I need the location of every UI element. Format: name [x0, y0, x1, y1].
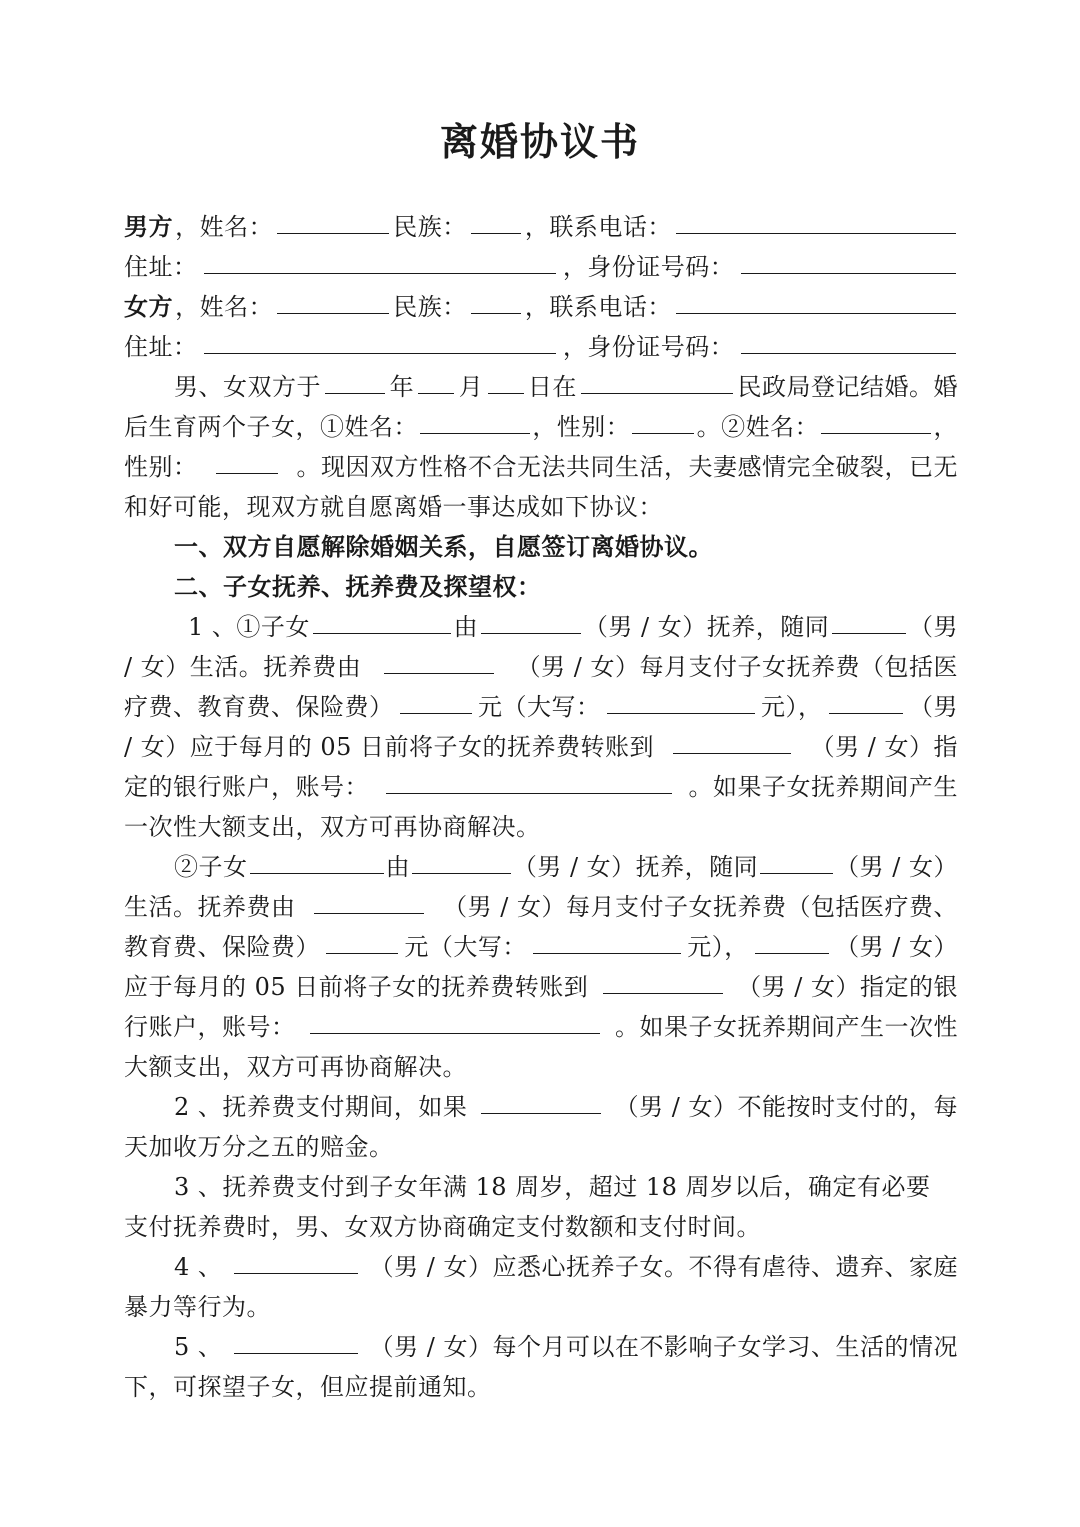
text-segment: ，身份证号码：	[562, 333, 735, 361]
fill-in-blank[interactable]	[418, 367, 454, 394]
text-line	[124, 287, 958, 327]
text-segment: 住址：	[124, 253, 198, 281]
text-segment: 元（大写：	[478, 693, 601, 721]
text-line	[124, 1047, 958, 1087]
text-segment: 男方	[124, 212, 173, 241]
text-line	[124, 927, 958, 967]
text-segment: 天加收万分之五的赔金。	[124, 1133, 394, 1161]
fill-in-blank[interactable]	[310, 1007, 600, 1034]
text-line	[124, 647, 958, 687]
text-line	[124, 607, 958, 647]
text-line	[124, 207, 958, 247]
text-segment: ，身份证号码：	[562, 253, 735, 281]
document-body	[124, 207, 958, 1407]
text-segment: 下，可探望子女，但应提前通知。	[124, 1373, 492, 1401]
text-segment: （男 / 女）	[835, 853, 958, 881]
fill-in-blank[interactable]	[277, 207, 389, 234]
text-segment: 住址：	[124, 333, 198, 361]
fill-in-blank[interactable]	[216, 447, 278, 474]
text-segment: 性别：	[124, 453, 198, 481]
fill-in-blank[interactable]	[412, 847, 511, 874]
text-line	[124, 247, 958, 287]
text-segment: 5 、	[174, 1333, 223, 1361]
fill-in-blank[interactable]	[250, 847, 384, 874]
text-segment: 年	[389, 373, 415, 401]
text-line	[124, 1007, 958, 1047]
text-line	[124, 567, 958, 607]
text-segment: （男 / 女）应悉心抚养子女。不得有虐待、遗弃、家庭	[369, 1253, 958, 1281]
text-segment: 一、双方自愿解除婚姻关系，自愿签订离婚协议。	[174, 532, 713, 561]
text-segment: 元（大写：	[404, 933, 527, 961]
fill-in-blank[interactable]	[533, 927, 681, 954]
fill-in-blank[interactable]	[204, 247, 556, 274]
text-segment: （男 / 女）抚养，随同	[583, 613, 830, 641]
text-segment: 1 、①子女	[188, 613, 310, 641]
fill-in-blank[interactable]	[673, 727, 791, 754]
text-segment: ，	[933, 413, 958, 441]
text-line	[124, 1247, 958, 1287]
text-segment: ，姓名：	[175, 213, 274, 241]
fill-in-blank[interactable]	[234, 1247, 358, 1274]
text-line	[124, 527, 958, 567]
text-segment: 支付抚养费时，男、女双方协商确定支付数额和支付时间。	[124, 1213, 761, 1241]
fill-in-blank[interactable]	[488, 367, 524, 394]
text-line	[124, 1087, 958, 1127]
text-segment: （男 / 女）抚养，随同	[512, 853, 759, 881]
text-segment: 教育费、保险费）	[124, 933, 320, 961]
text-line	[124, 327, 958, 367]
text-line	[124, 407, 958, 447]
text-segment: 民族：	[393, 293, 467, 321]
text-segment: 4 、	[174, 1253, 223, 1281]
fill-in-blank[interactable]	[829, 687, 903, 714]
fill-in-blank[interactable]	[676, 287, 956, 314]
text-segment: 疗费、教育费、保险费）	[124, 693, 394, 721]
text-line	[124, 687, 958, 727]
fill-in-blank[interactable]	[481, 607, 581, 634]
fill-in-blank[interactable]	[400, 687, 472, 714]
text-segment: 后生育两个子女，①姓名：	[124, 413, 418, 441]
text-segment: 2 、抚养费支付期间，如果	[174, 1093, 468, 1121]
text-segment: 大额支出，双方可再协商解决。	[124, 1053, 467, 1081]
text-line	[124, 807, 958, 847]
text-segment: 。现因双方性格不合无法共同生活，夫妻感情完全破裂，已无	[296, 453, 958, 481]
text-segment: 定的银行账户，账号：	[124, 773, 369, 801]
text-segment: / 女）应于每月的 05 日前将子女的抚养费转账到	[124, 733, 655, 761]
fill-in-blank[interactable]	[741, 327, 956, 354]
text-segment: 。②姓名：	[696, 413, 820, 441]
text-line	[124, 1327, 958, 1367]
text-segment: ，姓名：	[175, 293, 274, 321]
fill-in-blank[interactable]	[581, 367, 733, 394]
fill-in-blank[interactable]	[314, 887, 424, 914]
text-segment: 日在	[527, 373, 577, 401]
text-segment: 应于每月的 05 日前将子女的抚养费转账到	[124, 973, 589, 1001]
text-segment: / 女）生活。抚养费由	[124, 653, 362, 681]
text-line	[124, 767, 958, 807]
text-segment: 二、子女抚养、抚养费及探望权：	[174, 572, 542, 601]
text-line	[124, 887, 958, 927]
fill-in-blank[interactable]	[471, 207, 521, 234]
text-segment: ②子女	[174, 853, 248, 881]
fill-in-blank[interactable]	[821, 407, 931, 434]
fill-in-blank[interactable]	[471, 287, 521, 314]
text-segment: （男 / 女）指定的银	[737, 973, 958, 1001]
text-segment: 民政局登记结婚。婚	[737, 373, 958, 401]
document-title: 离婚协议书	[439, 119, 640, 164]
text-line	[124, 727, 958, 767]
fill-in-blank[interactable]	[741, 247, 956, 274]
text-segment: （男 / 女）	[835, 933, 958, 961]
fill-in-blank[interactable]	[204, 327, 556, 354]
text-segment: 由	[385, 853, 411, 881]
text-line	[124, 1367, 958, 1407]
fill-in-blank[interactable]	[676, 207, 956, 234]
text-segment: 民族：	[393, 213, 467, 241]
text-line	[124, 1207, 958, 1247]
text-line	[124, 1167, 958, 1207]
text-segment: 行账户，账号：	[124, 1013, 296, 1041]
text-segment: ，性别：	[532, 413, 631, 441]
text-line	[124, 847, 958, 887]
fill-in-blank[interactable]	[603, 967, 723, 994]
fill-in-blank[interactable]	[325, 367, 385, 394]
text-segment: 。如果子女抚养期间产生一次性	[615, 1013, 958, 1041]
text-segment: 元），	[761, 693, 823, 721]
text-segment: ，联系电话：	[524, 213, 672, 241]
text-line	[124, 967, 958, 1007]
fill-in-blank[interactable]	[481, 1087, 601, 1114]
text-segment: （男	[909, 693, 958, 721]
text-segment: 暴力等行为。	[124, 1293, 271, 1321]
text-segment: 由	[453, 613, 479, 641]
text-line	[124, 367, 958, 407]
fill-in-blank[interactable]	[420, 407, 530, 434]
text-segment: （男 / 女）指	[810, 733, 958, 761]
text-segment: （男 / 女）每月支付子女抚养费（包括医	[516, 653, 958, 681]
text-segment: （男 / 女）不能按时支付的，每	[614, 1093, 958, 1121]
text-line	[124, 487, 958, 527]
fill-in-blank[interactable]	[386, 767, 672, 794]
text-segment: 女方	[124, 292, 173, 321]
text-segment: 。如果子女抚养期间产生	[688, 773, 958, 801]
text-segment: （男 / 女）每月支付子女抚养费（包括医疗费、	[443, 893, 958, 921]
fill-in-blank[interactable]	[632, 407, 694, 434]
fill-in-blank[interactable]	[607, 687, 755, 714]
fill-in-blank[interactable]	[384, 647, 494, 674]
text-segment: 和好可能，现双方就自愿离婚一事达成如下协议：	[124, 493, 663, 521]
fill-in-blank[interactable]	[832, 607, 906, 634]
text-segment: ，联系电话：	[524, 293, 672, 321]
text-line	[124, 1127, 958, 1167]
text-segment: （男	[909, 613, 958, 641]
fill-in-blank[interactable]	[760, 847, 833, 874]
text-line	[124, 447, 958, 487]
fill-in-blank[interactable]	[326, 927, 398, 954]
text-segment: 男、女双方于	[174, 373, 321, 401]
text-segment: （男 / 女）每个月可以在不影响子女学习、生活的情况	[369, 1333, 958, 1361]
text-segment: 元），	[687, 933, 749, 961]
fill-in-blank[interactable]	[755, 927, 829, 954]
text-segment: 生活。抚养费由	[124, 893, 296, 921]
text-segment: 一次性大额支出，双方可再协商解决。	[124, 813, 541, 841]
text-line	[124, 1287, 958, 1327]
fill-in-blank[interactable]	[313, 607, 451, 634]
fill-in-blank[interactable]	[234, 1327, 358, 1354]
fill-in-blank[interactable]	[277, 287, 389, 314]
text-segment: 3 、抚养费支付到子女年满 18 周岁，超过 18 周岁以后，确定有必要	[174, 1173, 931, 1201]
text-segment: 月	[458, 373, 484, 401]
